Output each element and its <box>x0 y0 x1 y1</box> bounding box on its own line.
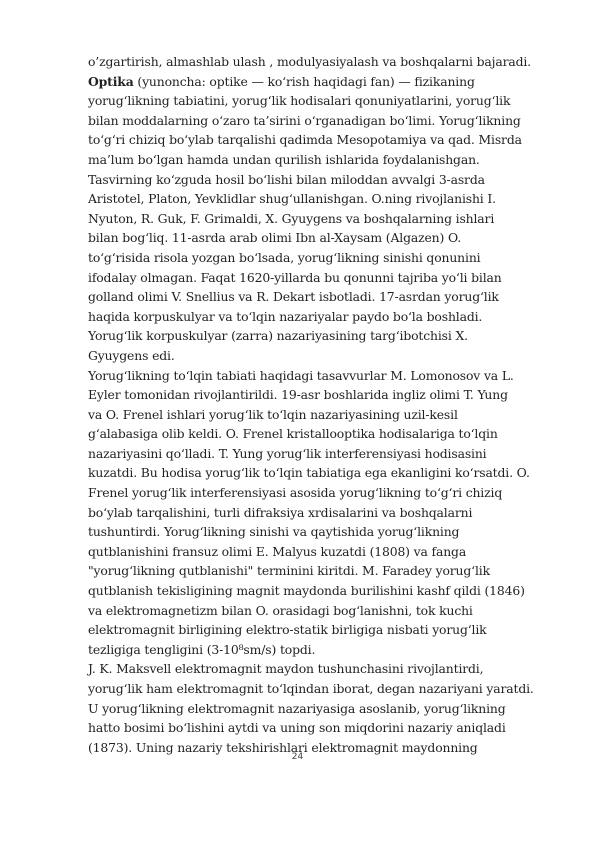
text-line <box>88 542 558 562</box>
line-text: o’zgartirish, almashlab ulash , modulyasiyalash va boshqalarni bajaradi. <box>88 54 531 69</box>
line-text: toʻgʻri chiziq boʻylab tarqalishi qadimda Mesopotamiya va qad. Misrda <box>88 132 522 148</box>
text-line <box>88 307 558 327</box>
text-line <box>88 405 558 425</box>
line-text: Tasvirning koʻzguda hosil boʻlishi bilan miloddan avvalgi 3-asrda <box>88 171 485 187</box>
term-heading: Optika <box>88 73 134 89</box>
text-line <box>88 248 558 268</box>
text-line <box>88 189 558 209</box>
text-line <box>88 522 558 542</box>
text-line <box>88 346 558 366</box>
text-line <box>88 424 558 444</box>
line-text: Gyuygens edi. <box>88 347 175 363</box>
line-text: Yorugʻlikning toʻlqin tabiati haqidagi tasavvurlar M. Lomonosov va L. <box>88 367 514 383</box>
line-text: toʻgʻrisida risola yozgan boʻlsada, yorugʻlikning sinishi qonunini <box>88 249 481 265</box>
line-text: va O. Frenel ishlari yorugʻlik toʻlqin nazariyasining uzil-kesil <box>88 406 458 422</box>
line-text: (1873). Uning nazariy tekshirishlari elektromagnit maydonning <box>88 739 478 755</box>
line-text: hatto bosimi boʻlishini aytdi va uning son miqdorini nazariy aniqladi <box>88 720 506 736</box>
line-text: U yorugʻlikning elektromagnit nazariyasiga asoslanib, yorugʻlikning <box>88 700 506 716</box>
text-line <box>88 72 558 92</box>
text-line <box>88 699 558 719</box>
text-line <box>88 561 558 581</box>
text-line <box>88 659 558 679</box>
text-line <box>88 640 558 660</box>
line-text: J. K. Maksvell elektromagnit maydon tushunchasini rivojlantirdi, <box>88 661 484 677</box>
text-line <box>88 130 558 150</box>
text-line <box>88 385 558 405</box>
text-line <box>88 503 558 523</box>
document-body <box>88 52 558 757</box>
line-text: (yunoncha: optike — koʻrish haqidagi fan) — fizikaning <box>133 73 475 89</box>
text-line <box>88 326 558 346</box>
text-line <box>88 444 558 464</box>
line-text: va elektromagnetizm bilan O. orasidagi bogʻlanishni, tok kuchi <box>88 602 473 618</box>
text-line <box>88 366 558 386</box>
line-text: ifodalay olmagan. Faqat 1620-yillarda bu qonunni tajriba yoʻli bilan <box>88 269 502 285</box>
line-text: nazariyasini qoʻlladi. T. Yung yorugʻlik interferensiyasi hodisasini <box>88 445 487 461</box>
text-line <box>88 228 558 248</box>
line-text: "yorugʻlikning qutblanishi" terminini kiritdi. M. Faradey yorugʻlik <box>88 563 490 579</box>
line-text: bilan bogʻliq. 11-asrda arab olimi Ibn al-Xaysam (Algazen) O. <box>88 230 462 246</box>
text-line <box>88 150 558 170</box>
page-number: 24 <box>291 752 304 762</box>
text-line <box>88 620 558 640</box>
line-text: gʻalabasiga olib keldi. O. Frenel kristallooptika hodisalariga toʻlqin <box>88 426 498 442</box>
text-line <box>88 170 558 190</box>
text-line <box>88 483 558 503</box>
line-text: yorugʻlik ham elektromagnit toʻlqindan iborat, degan nazariyani yaratdi. <box>88 681 534 696</box>
text-line <box>88 718 558 738</box>
line-text: Yorugʻlik korpuskulyar (zarra) nazariyasining targʻibotchisi X. <box>88 328 468 344</box>
text-line <box>88 581 558 601</box>
text-line <box>88 91 558 111</box>
line-text: qutblanish tekisligining magnit maydonda burilishini kashf qildi (1846) <box>88 583 525 599</box>
line-text: tushuntirdi. Yorugʻlikning sinishi va qaytishida yorugʻlikning <box>88 524 460 540</box>
line-text: Nyuton, R. Guk, F. Grimaldi, X. Gyuygens va boshqalarning ishlari <box>88 210 495 226</box>
line-text: Eyler tomonidan rivojlantirildi. 19-asr boshlarida ingliz olimi T. Yung <box>88 387 508 403</box>
line-text: yorugʻlikning tabiatini, yorugʻlik hodisalari qonuniyatlarini, yorugʻlik <box>88 93 511 109</box>
line-text: elektromagnit birligining elektro-statik birligiga nisbati yorugʻlik <box>88 622 487 638</box>
text-line <box>88 52 558 72</box>
text-line <box>88 268 558 288</box>
line-text: tezligiga tengligini (3-10⁸sm/s) topdi. <box>88 641 316 657</box>
line-text: boʻylab tarqalishini, turli difraksiya xrdisalarini va boshqalarni <box>88 504 473 520</box>
line-text: ma’lum boʻlgan hamda undan qurilish ishlarida foydalanishgan. <box>88 151 480 167</box>
line-text: Aristotel, Platon, Yevklidlar shugʻullanishgan. O.ning rivojlanishi I. <box>88 191 496 207</box>
text-line <box>88 111 558 131</box>
text-line <box>88 209 558 229</box>
line-text: golland olimi V. Snellius va R. Dekart isbotladi. 17-asrdan yorugʻlik <box>88 289 499 305</box>
text-line <box>88 287 558 307</box>
line-text: qutblanishini fransuz olimi E. Malyus kuzatdi (1808) va fanga <box>88 543 467 559</box>
text-line <box>88 679 558 699</box>
line-text: kuzatdi. Bu hodisa yorugʻlik toʻlqin tabiatiga ega ekanligini koʻrsatdi. O. <box>88 465 530 481</box>
line-text: Frenel yorugʻlik interferensiyasi asosida yorugʻlikning toʻgʻri chiziq <box>88 485 503 501</box>
text-line <box>88 601 558 621</box>
line-text: bilan moddalarning oʻzaro ta’sirini oʻrganadigan boʻlimi. Yorugʻlikning <box>88 112 521 128</box>
text-line <box>88 463 558 483</box>
line-text: haqida korpuskulyar va toʻlqin nazariyalar paydo boʻla boshladi. <box>88 308 483 324</box>
